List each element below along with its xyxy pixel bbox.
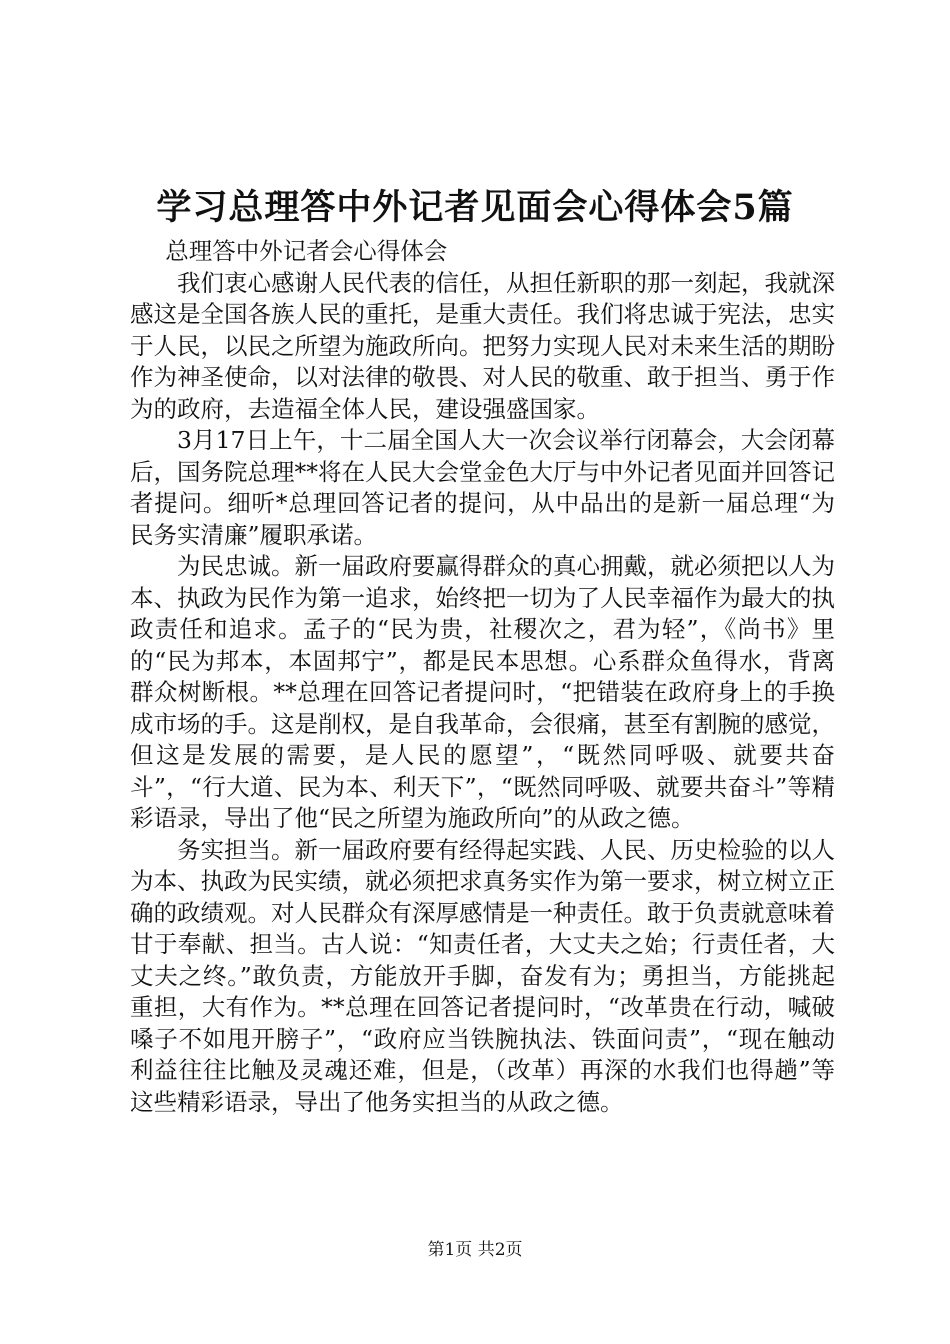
paragraph-2: 3月17日上午，十二届全国人大一次会议举行闭幕会，大会闭幕后，国务院总理**将在人民大会堂金色大厅与中外记者见面并回答记者提问。细听*总理回答记者的提问，从中品出的是新一届总理“为民务实清廉”履职承诺。 (130, 426, 835, 549)
paragraph-4: 务实担当。新一届政府要有经得起实践、人民、历史检验的以人为本、执政为民实绩，就必须把求真务实作为第一要求，树立树立正确的政绩观。对人民群众有深厚感情是一种责任。敢于负责就意味着甘于奉献、担当。古人说：“知责任者，大丈夫之始；行责任者，大丈夫之终。”敢负责，方能放开手脚，奋发有为；勇担当，方能挑起重担，大有作为。**总理在回答记者提问时，“改革贵在行动，喊破嗓子不如甩开膀子”，“政府应当铁腕执法、铁面问责”，“现在触动利益往往比触及灵魂还难，但是，（改革）再深的水我们也得趟”等这些精彩语录，导出了他务实担当的从政之德。 (130, 835, 835, 1116)
document-body (130, 236, 835, 1118)
paragraph-1: 我们衷心感谢人民代表的信任，从担任新职的那一刻起，我就深感这是全国各族人民的重托，是重大责任。我们将忠诚于宪法，忠实于人民，以民之所望为施政所向。把努力实现人民对未来生活的期盼作为神圣使命，以对法律的敬畏、对人民的敬重、敢于担当、勇于作为的政府，去造福全体人民，建设强盛国家。 (130, 268, 835, 423)
document-title: 学习总理答中外记者见面会心得体会5篇 (156, 187, 794, 228)
page-footer: 第1页 共2页 (427, 1240, 523, 1260)
document-subtitle: 总理答中外记者会心得体会 (165, 237, 448, 265)
paragraph-3: 为民忠诚。新一届政府要赢得群众的真心拥戴，就必须把以人为本、执政为民作为第一追求，始终把一切为了人民幸福作为最大的执政责任和追求。孟子的“民为贵，社稷次之，君为轻”，《尚书》里的“民为邦本，本固邦宁”，都是民本思想。心系群众鱼得水，背离群众树断根。**总理在回答记者提问时，“把错装在政府身上的手换成市场的手。这是削权，是自我革命，会很痛，甚至有割腕的感觉，但这是发展的需要，是人民的愿望”，“既然同呼吸、就要共奋斗”，“行大道、民为本、利天下”，“既然同呼吸、就要共奋斗”等精彩语录，导出了他“民之所望为施政所向”的从政之德。 (130, 552, 835, 832)
